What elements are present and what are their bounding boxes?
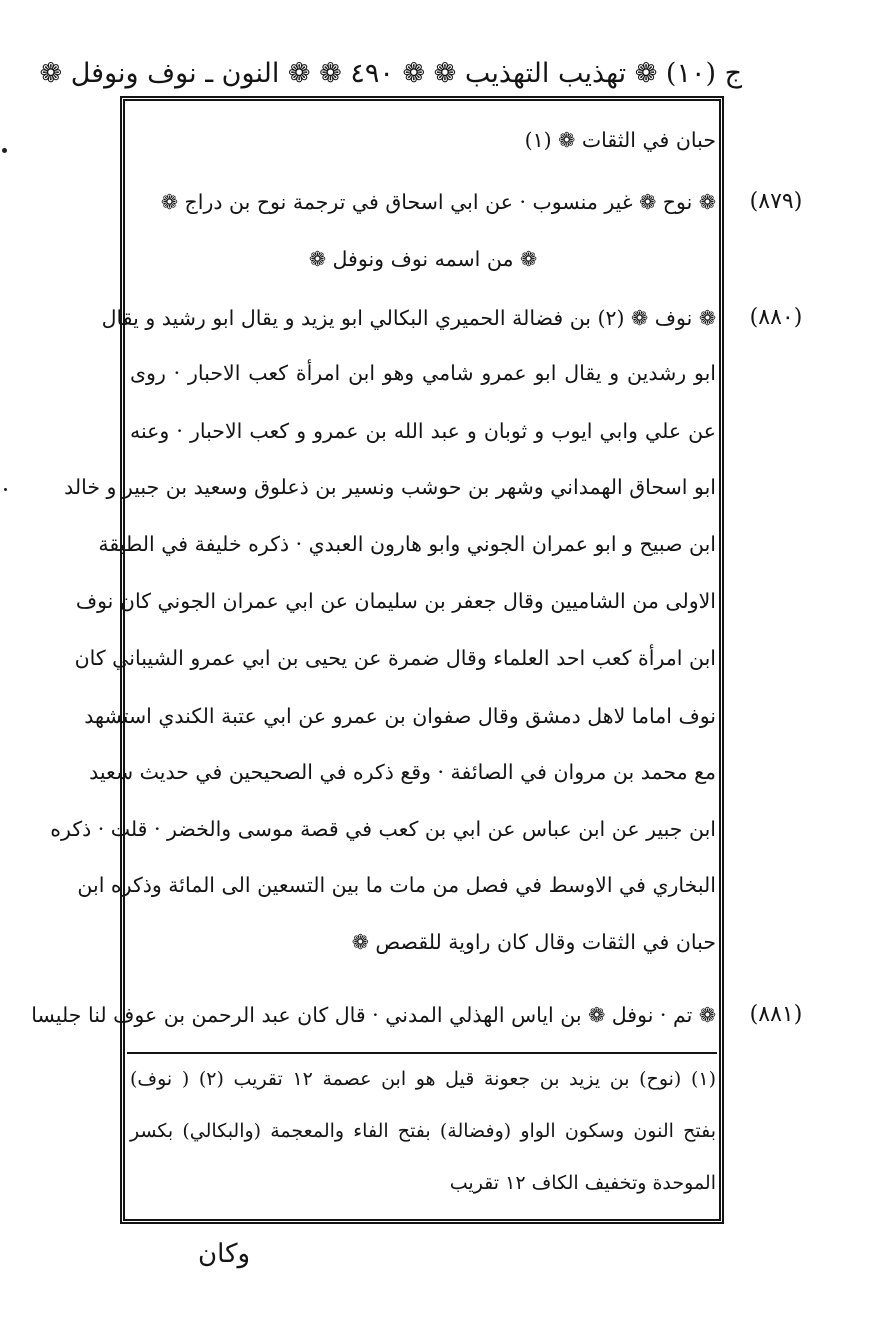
entry-number-881: (٨٨١): [749, 1002, 803, 1027]
entry-number-879: (٨٧٩): [749, 189, 803, 214]
text-line-1: حبان في الثقات ❁ (١): [524, 128, 716, 152]
footnote-line-3: الموحدة وتخفيف الكاف ١٢ تقريب: [449, 1172, 716, 1194]
section-heading: ❁ من اسمه نوف ونوفل ❁: [308, 247, 538, 271]
text-line-2: ❁ نوح ❁ غير منسوب · عن ابي اسحاق في ترجمة نوح بن دراج ❁: [160, 190, 716, 214]
footnote-line-1: (١) (نوح) بن يزيد بن جعونة قيل هو ابن عصمة ١٢ تقريب (٢) ( نوف): [130, 1068, 717, 1090]
text-line-6: عن علي وابي ايوب و ثوبان و عبد الله بن عمرو و كعب الاحبار · وعنه: [130, 419, 716, 443]
text-line-14: البخاري في الاوسط في فصل من مات ما بين التسعين الى المائة وذكره ابن: [77, 873, 716, 897]
text-line-15: حبان في الثقات وقال كان راوية للقصص ❁: [351, 930, 716, 954]
margin-speck: [4, 488, 7, 491]
footnote-separator: [127, 1052, 717, 1054]
text-line-13: ابن جبير عن ابن عباس عن ابي بن كعب في قصة موسى والخضر · قلت · ذكره: [50, 817, 716, 841]
text-line-7: ابو اسحاق الهمداني وشهر بن حوشب ونسير بن ذعلوق وسعيد بن جبير و خالد: [64, 475, 716, 499]
text-line-11: نوف اماما لاهل دمشق وقال صفوان بن عمرو عن ابي عتبة الكندي استشهد: [84, 704, 716, 728]
text-line-10: ابن امرأة كعب احد العلماء وقال ضمرة عن يحيى بن ابي عمرو الشيباني كان: [74, 646, 716, 670]
text-line-12: مع محمد بن مروان في الصائفة · وقع ذكره في الصحيحين في حديث سعيد: [89, 760, 716, 784]
entry-number-880: (٨٨٠): [749, 305, 803, 330]
text-line-16: ❁ تم · نوفل ❁ بن اياس الهذلي المدني · قال كان عبد الرحمن بن عوف لنا جليسا: [31, 1003, 716, 1027]
margin-speck: [2, 148, 7, 153]
footnote-line-2: بفتح النون وسكون الواو (وفضالة) بفتح الفاء والمعجمة (والبكالي) بكسر: [130, 1120, 716, 1142]
text-line-9: الاولى من الشاميين وقال جعفر بن سليمان عن ابي عمران الجوني كان نوف: [75, 589, 716, 613]
catchword: وكان: [198, 1239, 250, 1269]
text-line-4: ❁ نوف ❁ (٢) بن فضالة الحميري البكالي ابو يزيد و يقال ابو رشيد و يقال: [101, 306, 716, 330]
running-header: ج (١٠) ❁ تهذيب التهذيب ❁ ❁ ٤٩٠ ❁ ❁ النون ـ نوف ونوفل ❁: [39, 58, 742, 89]
text-line-8: ابن صبيح و ابو عمران الجوني وابو هارون العبدي · ذكره خليفة في الطبقة: [98, 532, 716, 556]
text-line-5: ابو رشدين و يقال ابو عمرو شامي وهو ابن امرأة كعب الاحبار · روى: [130, 361, 716, 385]
